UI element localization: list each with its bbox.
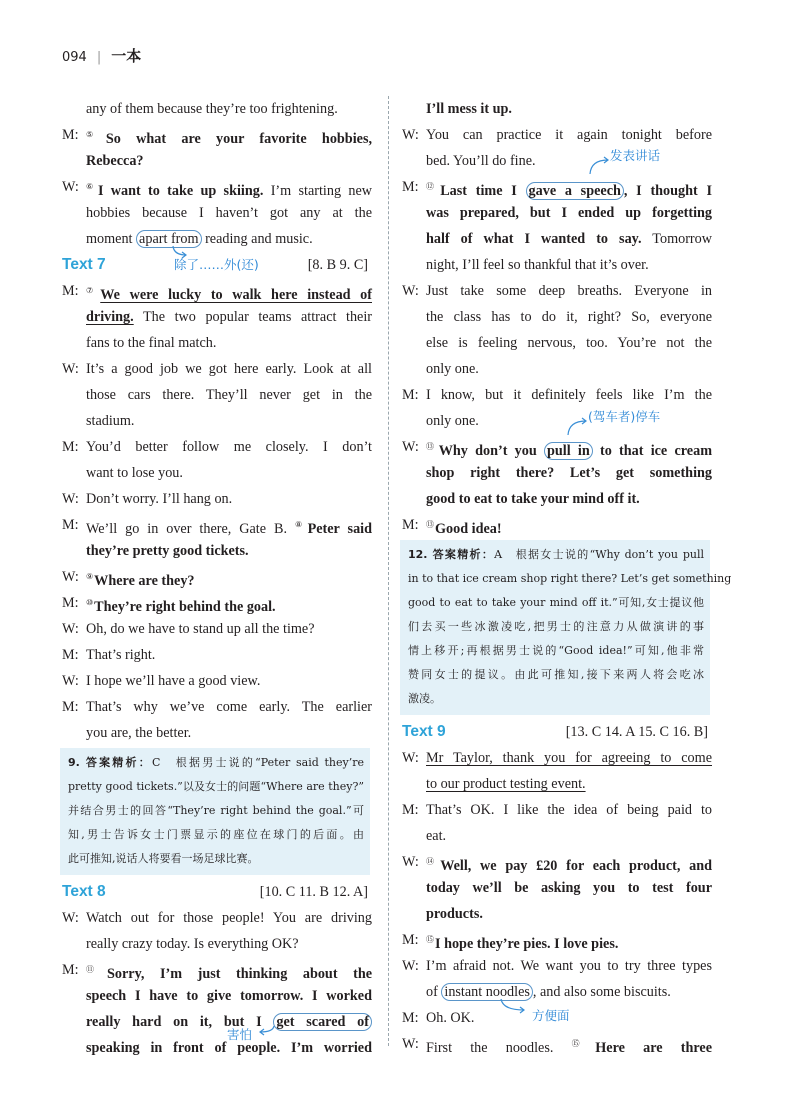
dialogue-line: M: We’ll go in over there, Gate B. ⑧Peter said: [62, 512, 372, 538]
dialogue-line: W: ⑥I want to take up skiing. I’m starting new: [62, 174, 372, 200]
dialogue-line: M: You’d better follow me closely. I don’t: [62, 434, 372, 460]
dialogue-line: those cars there. They’ll never get in the: [86, 387, 372, 403]
circled-phrase: instant noodles: [441, 983, 533, 1001]
section-title: Text 9: [402, 723, 446, 740]
annotation-note: 方便面: [532, 1008, 570, 1023]
dialogue-line: M: That’s why we’ve come early. The earlier: [62, 694, 372, 720]
brand-logo: 一本: [111, 47, 142, 65]
speaker-label: M:: [62, 647, 79, 663]
dialogue-line: hobbies because I haven’t got any at the: [86, 205, 372, 221]
dialogue-line: M: That’s OK. I like the idea of being paid to: [402, 797, 712, 823]
dialogue-line: M: That’s right.: [62, 642, 372, 668]
dialogue-line: W: Mr Taylor, thank you for agreeing to come: [402, 745, 712, 771]
dialogue-line: M: ⑤So what are your favorite hobbies,: [62, 122, 372, 148]
speaker-label: W:: [62, 179, 79, 195]
dialogue-line: moment apart from reading and music.: [62, 226, 372, 252]
annotation-arrow: [566, 417, 590, 435]
header-separator: |: [96, 50, 102, 65]
dialogue-line: speaking in front of people. I’m worried: [86, 1040, 372, 1056]
dialogue-line: fans to the final match.: [86, 335, 217, 351]
clue-marker: ⑮: [426, 935, 434, 944]
explanation-key: 12. 答案精析：: [408, 548, 495, 561]
dialogue-line: of instant noodles , and also some biscuits.: [402, 979, 712, 1005]
dialogue-line: W: Don’t worry. I’ll hang on.: [62, 486, 372, 512]
answer-explanation-box-12: 12. 答案精析：A 根据女士说的“Why don’t you pull in to that ice cream shop right there? Let’s get something good to eat to take your mind off it.”可知,女士提议他 们去买一些冰激凌吃,把男士的注意力从做演讲的事 情上移开;再根据男士说的“Good idea!”可知,他非常 赞同女士的提议。由此可推知,接下来两人将会吃冰 激凌。: [400, 540, 710, 715]
dialogue-line: M: ⑪Sorry, I’m just thinking about the: [62, 957, 372, 983]
section-heading-text-7: [62, 252, 372, 278]
speaker-label: W:: [402, 1036, 419, 1052]
dialogue-line: W: ⑭Well, we pay £20 for each product, and: [402, 849, 712, 875]
speaker-label: W:: [402, 750, 419, 766]
dialogue-line: M: I know, but it definitely feels like I’m the: [402, 382, 712, 408]
annotation-arrow: [588, 156, 612, 174]
page-header: [62, 45, 141, 66]
clue-marker: ⑬: [426, 520, 434, 529]
speaker-label: M:: [62, 439, 79, 455]
dialogue-line: W: Just take some deep breaths. Everyone in: [402, 278, 712, 304]
dialogue-line: eat.: [426, 828, 447, 844]
dialogue-line: W: Oh, do we have to stand up all the time?: [62, 616, 372, 642]
dialogue-line: they’re pretty good tickets.: [86, 543, 249, 559]
dialogue-line: really crazy today. Is everything OK?: [86, 936, 299, 952]
circled-phrase: pull in: [544, 442, 593, 460]
clue-marker: ⑨: [86, 572, 94, 581]
speaker-label: W:: [402, 854, 419, 870]
clue-marker: ⑮: [571, 1039, 595, 1048]
speaker-label: M:: [402, 517, 419, 533]
dialogue-line: W: I’m afraid not. We want you to try three types: [402, 953, 712, 979]
annotation-note: 除了……外(还): [174, 257, 259, 272]
dialogue-line: really hard on it, but I get scared of 害怕: [62, 1009, 372, 1035]
dialogue-line: want to lose you.: [86, 465, 183, 481]
speaker-label: M:: [62, 517, 79, 533]
clue-marker: ⑦: [86, 286, 100, 295]
speaker-label: W:: [402, 283, 419, 299]
dialogue-line: speech I have to give tomorrow. I worked: [86, 988, 372, 1004]
dialogue-line: stadium.: [86, 413, 135, 429]
section-heading-text-8: [62, 879, 372, 905]
dialogue-line: W: ⑨Where are they?: [62, 564, 372, 590]
dialogue-line: shop right there? Let’s get something: [426, 465, 712, 481]
dialogue-line: I’ll mess it up.: [426, 101, 512, 117]
speaker-label: M:: [62, 962, 79, 978]
dialogue-line: products.: [426, 906, 483, 922]
dialogue-line: was prepared, but I ended up forgetting: [426, 205, 712, 221]
dialogue-line: M: ⑮I hope they’re pies. I love pies.: [402, 927, 712, 953]
dialogue-line: bed. You’ll do fine. 发表讲话: [402, 148, 712, 174]
dialogue-line: W: It’s a good job we got here early. Look at all: [62, 356, 372, 382]
section-title: Text 8: [62, 883, 106, 900]
section-title: Text 7: [62, 256, 106, 273]
annotation-note: (驾车者)停车: [588, 409, 661, 424]
answer-key: [8. B 9. C]: [307, 257, 368, 273]
speaker-label: W:: [62, 673, 79, 689]
dialogue-line: else is feeling nervous, too. You’re not the: [426, 335, 712, 351]
clue-marker: ⑩: [86, 598, 94, 607]
clue-marker: ⑧: [294, 520, 307, 529]
annotation-note: 发表讲话: [610, 148, 661, 163]
circled-phrase: apart from: [136, 230, 201, 248]
dialogue-line: half of what I wanted to say. Tomorrow: [426, 231, 712, 247]
dialogue-line: any of them because they’re too frightening.: [86, 101, 338, 117]
speaker-label: W:: [402, 958, 419, 974]
dialogue-line: M: ⑦We were lucky to walk here instead of: [62, 278, 372, 304]
speaker-label: W:: [62, 910, 79, 926]
speaker-label: W:: [62, 361, 79, 377]
speaker-label: W:: [402, 127, 419, 143]
explanation-key: 9. 答案精析：: [68, 756, 152, 769]
speaker-label: M:: [402, 1010, 419, 1026]
clue-marker: ⑬: [426, 442, 438, 451]
dialogue-line: M: ⑫Last time I gave a speech , I thought I: [402, 174, 712, 200]
dialogue-line: M: ⑬Good idea!: [402, 512, 712, 538]
right-column: [402, 96, 732, 1057]
dialogue-line: only one. (驾车者)停车: [402, 408, 712, 434]
answer-key: [13. C 14. A 15. C 16. B]: [565, 724, 708, 740]
speaker-label: M:: [62, 595, 79, 611]
column-divider: [388, 96, 389, 1046]
dialogue-line: only one.: [426, 361, 479, 377]
dialogue-line: W: ⑬Why don’t you pull in to that ice cream: [402, 434, 712, 460]
dialogue-line: good to eat to take your mind off it.: [426, 491, 640, 507]
dialogue-line: W: You can practice it again tonight before: [402, 122, 712, 148]
section-heading-text-9: [402, 719, 712, 745]
circled-phrase: gave a speech: [526, 182, 624, 200]
dialogue-line: W: Watch out for those people! You are driving: [62, 905, 372, 931]
dialogue-line: driving. The two popular teams attract their: [86, 309, 372, 325]
clue-marker: ⑤: [86, 130, 105, 139]
dialogue-line: Rebecca?: [86, 153, 144, 169]
dialogue-line: today we’ll be asking you to test four: [426, 880, 712, 896]
dialogue-line: you are, the better.: [86, 725, 192, 741]
speaker-label: M:: [402, 179, 419, 195]
left-column: [62, 96, 372, 1061]
speaker-label: M:: [402, 387, 419, 403]
dialogue-line: to our product testing event.: [426, 776, 586, 792]
speaker-label: W:: [62, 569, 79, 585]
answer-key: [10. C 11. B 12. A]: [259, 884, 368, 900]
speaker-label: W:: [62, 491, 79, 507]
dialogue-line: M: ⑩They’re right behind the goal.: [62, 590, 372, 616]
speaker-label: M:: [62, 127, 79, 143]
annotation-note: 害怕: [227, 1027, 253, 1042]
speaker-label: W:: [402, 439, 419, 455]
circled-phrase: get scared of: [273, 1013, 372, 1031]
dialogue-line: W: First the noodles. ⑮Here are three: [402, 1031, 712, 1057]
dialogue-line: the class has to do it, right? So, everyone: [426, 309, 712, 325]
speaker-label: M:: [62, 699, 79, 715]
answer-explanation-box-9: 9. 答案精析：C 根据男士说的“Peter said they’re pretty good tickets.”以及女士的问题“Where are they?” 并结合男士的回答“They’re right behind the goal.”可 知,男士告诉女士门票显示的座位在球门的后面。由 此可推知,说话人将要看一场足球比赛。: [60, 748, 370, 875]
dialogue-line: M: Oh. OK. 方便面: [402, 1005, 712, 1031]
clue-marker: ⑪: [86, 965, 107, 974]
speaker-label: M:: [62, 283, 79, 299]
page-number: 094: [62, 50, 87, 65]
dialogue-line: night, I’ll feel so thankful that it’s over.: [426, 257, 649, 273]
clue-marker: ⑭: [426, 857, 440, 866]
dialogue-line: W: I hope we’ll have a good view.: [62, 668, 372, 694]
clue-marker: ⑫: [426, 182, 440, 191]
speaker-label: W:: [62, 621, 79, 637]
clue-marker: ⑥: [86, 182, 97, 191]
speaker-label: M:: [402, 932, 419, 948]
speaker-label: M:: [402, 802, 419, 818]
